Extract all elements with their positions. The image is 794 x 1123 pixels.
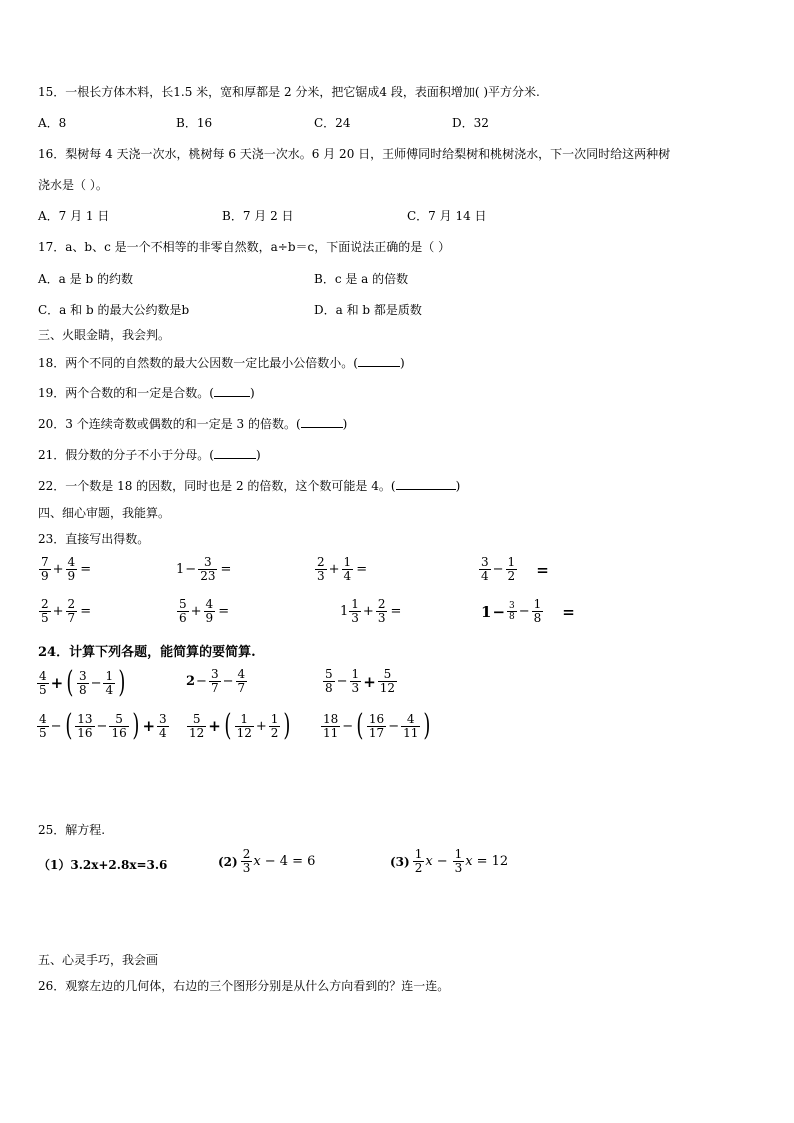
equals-sign: = — [390, 604, 402, 619]
denominator: 2 — [414, 861, 423, 875]
q24-expr-1[interactable] — [36, 665, 128, 700]
denominator: 2 — [270, 725, 279, 740]
fraction — [323, 668, 335, 695]
numerator: 1 — [533, 597, 542, 611]
equals-sign: = — [218, 604, 230, 619]
denominator: 7 — [210, 681, 219, 695]
denominator: 7 — [237, 681, 246, 695]
numerator: 4 — [39, 711, 47, 726]
minus-sign: − — [436, 854, 448, 869]
q17-text: 17．a、b、c 是一个不相等的非零自然数，a÷b＝c，下面说法正确的是（ ） — [38, 240, 451, 254]
numerator: 3 — [204, 555, 212, 569]
plus-sign: + — [52, 562, 64, 577]
q20-answer-blank[interactable] — [301, 416, 343, 428]
q17-option-c[interactable]: C．a 和 b 的最大公约数是b — [38, 303, 190, 317]
denominator: 12 — [379, 681, 396, 695]
numerator: 4 — [39, 668, 47, 683]
mixed-number — [340, 598, 362, 625]
plus-sign: + — [255, 718, 267, 734]
q24-expr-4[interactable] — [36, 708, 170, 743]
minus-sign: − — [222, 674, 234, 689]
q25-equation-2[interactable] — [218, 848, 315, 875]
plus-sign: + — [362, 604, 374, 619]
denominator: 3 — [377, 611, 386, 625]
section-3-heading: 三、火眼金睛，我会判。 — [38, 328, 171, 342]
minus-sign: − — [492, 562, 504, 577]
numerator: 5 — [192, 711, 201, 726]
equals-sign: = — [536, 560, 549, 579]
minus-sign: − — [196, 674, 207, 689]
left-paren: ( — [64, 708, 72, 743]
q16-text-line1: 16．梨树每 4 天浇一次水，桃树每 6 天浇一次水。6 月 20 日，王师傅同时给梨树和桃树浇水，下一次同时给这两种树 — [38, 147, 671, 161]
q25-title: 25．解方程. — [38, 823, 106, 837]
numerator: 1 — [454, 847, 463, 861]
minus-sign: − — [336, 674, 348, 689]
numerator: 3 — [509, 601, 515, 611]
fraction — [413, 848, 425, 875]
numerator: 1 — [240, 711, 249, 726]
equation-rest: − 4 = 6 — [264, 854, 316, 869]
fraction — [401, 713, 420, 740]
numerator: 7 — [41, 555, 49, 569]
denominator: 3 — [351, 611, 359, 625]
numerator: 3 — [78, 668, 87, 683]
q24-expr-5[interactable] — [186, 708, 293, 743]
section-5-heading: 五、心灵手巧，我会画 — [38, 953, 159, 967]
q23-expr-2[interactable] — [176, 556, 231, 583]
left-paren: ( — [66, 665, 74, 700]
fraction — [177, 598, 189, 625]
numerator: 2 — [377, 597, 386, 611]
fraction — [39, 556, 51, 583]
fraction — [349, 598, 361, 625]
denominator: 6 — [179, 611, 187, 625]
whole-number: 1 — [176, 562, 185, 577]
plus-sign: + — [50, 674, 64, 692]
q15-option-d[interactable]: D．32 — [452, 116, 489, 130]
denominator: 3 — [242, 861, 251, 875]
denominator: 11 — [403, 725, 419, 740]
minus-sign: − — [518, 604, 530, 619]
numerator: 4 — [406, 711, 415, 726]
fraction — [187, 713, 206, 740]
variable-x: x — [425, 854, 433, 869]
numerator: 3 — [159, 711, 167, 726]
q18-text: 18．两个不同的自然数的最大公因数一定比最小公倍数小。( — [38, 356, 358, 370]
denominator: 5 — [39, 725, 47, 740]
q17-option-b[interactable]: B．c 是 a 的倍数 — [314, 272, 409, 286]
denominator: 16 — [111, 725, 127, 740]
fraction — [236, 668, 248, 695]
denominator: 9 — [67, 569, 76, 583]
fraction — [342, 556, 354, 583]
minus-sign: − — [90, 675, 102, 691]
minus-sign: − — [50, 718, 62, 734]
denominator: 9 — [41, 569, 49, 583]
plus-sign: + — [190, 604, 202, 619]
fraction — [204, 598, 216, 625]
q23-expr-6[interactable] — [176, 598, 229, 625]
fraction — [235, 713, 254, 740]
fraction — [453, 848, 465, 875]
q22-text: 22．一个数是 18 的因数，同时也是 2 的倍数，这个数可能是 4。( — [38, 479, 396, 493]
fraction — [37, 713, 49, 740]
fraction — [321, 713, 340, 740]
denominator: 4 — [343, 569, 352, 583]
numerator: 13 — [77, 711, 93, 726]
q15-text: 15．一根长方体木料，长1.5 米，宽和厚都是 2 分米，把它锯成4 段，表面积增加( )平方分米. — [38, 85, 540, 99]
numerator: 1 — [414, 847, 423, 861]
minus-sign: − — [185, 562, 197, 577]
numerator: 5 — [325, 667, 333, 681]
fraction — [350, 668, 362, 695]
q18-close: ) — [399, 356, 405, 370]
left-paren: ( — [356, 708, 364, 743]
right-paren: ) — [423, 708, 431, 743]
section-4-heading: 四、细心审题，我能算。 — [38, 506, 171, 520]
equals-sign: = — [80, 562, 92, 577]
q19-answer-blank[interactable] — [214, 385, 250, 397]
q24-expr-2[interactable] — [186, 668, 248, 695]
fraction — [75, 713, 94, 740]
q15-option-a[interactable]: A．8 — [38, 116, 67, 130]
equation-label: (2) — [218, 854, 238, 869]
denominator: 5 — [41, 611, 49, 625]
fraction — [367, 713, 386, 740]
fraction — [77, 670, 89, 697]
denominator: 8 — [509, 612, 515, 622]
denominator: 12 — [189, 725, 205, 740]
fraction — [66, 556, 78, 583]
plus-sign: + — [52, 604, 64, 619]
q23-expr-8[interactable] — [481, 598, 575, 625]
fraction — [157, 713, 169, 740]
numerator: 1 — [351, 667, 360, 681]
numerator: 18 — [323, 711, 339, 726]
denominator: 3 — [317, 569, 325, 583]
fraction — [376, 598, 388, 625]
q21-close: ) — [255, 448, 261, 462]
q26-text: 26．观察左边的几何体，右边的三个图形分别是从什么方向看到的？连一连。 — [38, 979, 450, 993]
denominator: 3 — [351, 681, 360, 695]
denominator: 4 — [481, 569, 489, 583]
q22 — [38, 478, 460, 494]
plus-sign: + — [363, 672, 376, 691]
q25-equation-1[interactable]: （1）3.2x+2.8x=3.6 — [38, 858, 168, 872]
fraction — [269, 713, 281, 740]
q20 — [38, 416, 347, 432]
variable-x: x — [465, 854, 473, 869]
fraction — [37, 670, 49, 697]
denominator: 2 — [507, 569, 516, 583]
whole-number: 2 — [186, 674, 196, 689]
numerator: 3 — [210, 667, 219, 681]
whole-number: 1 — [340, 604, 349, 619]
q23-expr-4[interactable] — [478, 556, 549, 583]
q23-title: 23．直接写出得数。 — [38, 532, 150, 546]
numerator: 2 — [317, 555, 325, 569]
plus-sign: + — [328, 562, 340, 577]
q15-option-c[interactable]: C．24 — [314, 116, 351, 130]
numerator: 5 — [383, 667, 392, 681]
numerator: 5 — [179, 597, 187, 611]
variable-x: x — [253, 854, 261, 869]
fraction — [39, 598, 51, 625]
denominator: 5 — [39, 682, 47, 697]
numerator: 2 — [41, 597, 49, 611]
q21-answer-blank[interactable] — [214, 447, 256, 459]
q16-option-a[interactable]: A．7 月 1 日 — [38, 209, 110, 223]
q21-text: 21．假分数的分子不小于分母。( — [38, 448, 214, 462]
q17-option-a[interactable]: A．a 是 b 的约数 — [38, 272, 133, 286]
q19-text: 19．两个合数的和一定是合数。( — [38, 386, 214, 400]
minus-sign: − — [96, 718, 108, 734]
fraction — [315, 556, 327, 583]
numerator: 4 — [205, 597, 214, 611]
denominator: 12 — [236, 725, 252, 740]
q20-close: ) — [342, 417, 348, 431]
numerator: 2 — [242, 847, 251, 861]
minus-sign: − — [388, 718, 400, 734]
q24-title: 24．计算下列各题，能简算的要简算. — [38, 645, 256, 660]
q15-option-b[interactable]: B．16 — [176, 116, 213, 130]
fraction — [479, 556, 491, 583]
plus-sign: + — [142, 717, 156, 735]
fraction — [378, 668, 397, 695]
q16-option-b[interactable]: B．7 月 2 日 — [222, 209, 294, 223]
numerator: 1 — [270, 711, 279, 726]
q16-option-c[interactable]: C．7 月 14 日 — [407, 209, 487, 223]
denominator: 16 — [77, 725, 93, 740]
denominator: 8 — [78, 682, 87, 697]
numerator: 4 — [237, 667, 246, 681]
denominator: 17 — [368, 725, 385, 740]
denominator: 3 — [454, 861, 463, 875]
fraction — [209, 668, 221, 695]
fraction — [109, 713, 128, 740]
numerator: 1 — [507, 555, 516, 569]
numerator: 16 — [368, 711, 385, 726]
denominator: 11 — [323, 725, 339, 740]
denominator: 8 — [533, 611, 542, 625]
equation-rest: = 12 — [476, 854, 509, 869]
denominator: 9 — [205, 611, 214, 625]
fraction — [66, 598, 78, 625]
denominator: 4 — [105, 682, 114, 697]
q23-expr-7[interactable] — [340, 598, 401, 625]
q24-expr-6[interactable] — [320, 708, 433, 743]
denominator: 8 — [325, 681, 333, 695]
denominator: 23 — [200, 569, 216, 583]
fraction — [198, 556, 217, 583]
right-paren: ) — [118, 665, 126, 700]
numerator: 5 — [115, 711, 123, 726]
denominator: 4 — [159, 725, 167, 740]
fraction — [532, 598, 544, 625]
fraction — [507, 601, 517, 622]
equals-sign: = — [220, 562, 232, 577]
numerator: 2 — [67, 597, 76, 611]
numerator: 1 — [105, 668, 114, 683]
numerator: 1 — [343, 555, 352, 569]
q19-close: ) — [249, 386, 255, 400]
right-paren: ) — [283, 708, 291, 743]
q18 — [38, 355, 405, 371]
q20-text: 20．3 个连续奇数或偶数的和一定是 3 的倍数。( — [38, 417, 301, 431]
denominator: 7 — [67, 611, 76, 625]
right-paren: ) — [132, 708, 140, 743]
q23-expr-3[interactable] — [314, 556, 367, 583]
q16-text-line2: 浇水是（ ）。 — [38, 178, 108, 192]
minus-sign: − — [492, 602, 506, 621]
numerator: 4 — [67, 555, 76, 569]
equals-sign: = — [356, 562, 368, 577]
fraction — [241, 848, 253, 875]
q22-close: ) — [455, 479, 461, 493]
numerator: 3 — [481, 555, 489, 569]
q19 — [38, 385, 255, 401]
q22-answer-blank[interactable] — [396, 478, 456, 490]
minus-sign: − — [342, 718, 354, 734]
q25-equation-3[interactable] — [390, 848, 508, 875]
whole-number: 1 — [481, 602, 492, 621]
q17-option-d[interactable]: D．a 和 b 都是质数 — [314, 303, 422, 317]
left-paren: ( — [224, 708, 232, 743]
plus-sign: + — [208, 717, 221, 735]
q24-expr-3[interactable] — [322, 668, 398, 695]
equals-sign: = — [562, 602, 575, 621]
fraction — [506, 556, 518, 583]
q18-answer-blank[interactable] — [358, 355, 400, 367]
numerator: 1 — [351, 597, 359, 611]
q23-expr-5[interactable] — [38, 598, 91, 625]
equals-sign: = — [80, 604, 92, 619]
q23-expr-1[interactable] — [38, 556, 91, 583]
equation-label: (3) — [390, 854, 410, 869]
fraction — [103, 670, 115, 697]
q21 — [38, 447, 261, 463]
